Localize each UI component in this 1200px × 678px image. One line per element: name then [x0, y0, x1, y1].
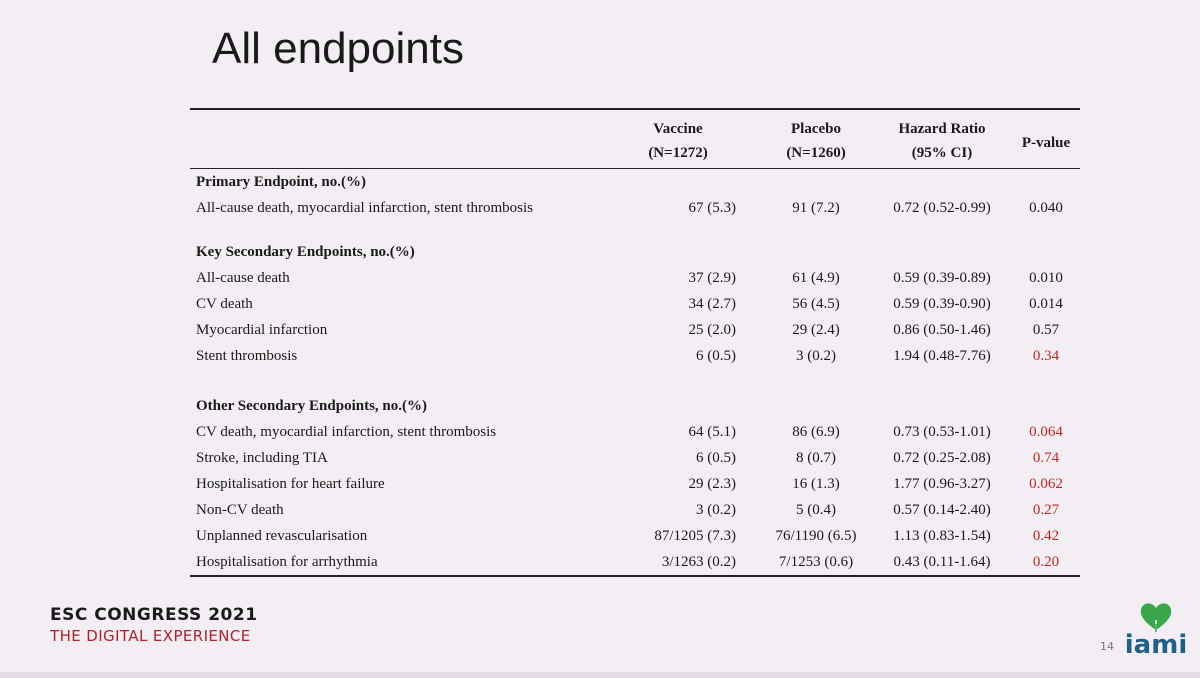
placebo-value: 91 (7.2): [792, 199, 840, 216]
vaccine-value: 67 (5.3): [688, 199, 736, 216]
p-value: 0.062: [1029, 475, 1063, 492]
section-heading: Key Secondary Endpoints, no.(%): [196, 243, 415, 260]
header-p-value: P-value: [1012, 109, 1080, 169]
vaccine-value: 37 (2.9): [688, 269, 736, 286]
p-value: 0.34: [1032, 347, 1060, 364]
endpoint-label: All-cause death, myocardial infarction, stent thrombosis: [196, 199, 533, 216]
hazard-ratio-value: 1.77 (0.96-3.27): [893, 475, 991, 492]
vaccine-value: 3/1263 (0.2): [596, 549, 760, 576]
congress-subtitle: THE DIGITAL EXPERIENCE: [50, 627, 251, 645]
section-heading-row: [190, 169, 1080, 196]
p-value: 0.74: [1032, 449, 1060, 466]
header-hazard-ci: (95% CI): [872, 140, 1012, 169]
endpoint-label: All-cause death: [196, 269, 290, 286]
p-value: 0.010: [1029, 269, 1063, 286]
vaccine-value: 3 (0.2): [696, 501, 736, 518]
p-value: 0.27: [1032, 501, 1060, 518]
endpoints-table: [190, 108, 1080, 577]
vaccine-value: 87/1205 (7.3): [654, 527, 736, 544]
hazard-ratio-value: 0.43 (0.11-1.64): [872, 549, 1012, 576]
header-vaccine-n: (N=1272): [596, 140, 760, 169]
page-number: 14: [1100, 640, 1114, 653]
table-row: [190, 549, 1080, 576]
table-row: [190, 195, 1080, 221]
p-value: 0.20: [1012, 549, 1080, 576]
table-row: [190, 419, 1080, 445]
placebo-value: 8 (0.7): [796, 449, 836, 466]
table-row: [190, 265, 1080, 291]
vaccine-value: 34 (2.7): [688, 295, 736, 312]
section-heading-row: [190, 393, 1080, 419]
iami-logo: [1124, 598, 1188, 664]
congress-branding: [50, 605, 258, 645]
endpoint-label: Stroke, including TIA: [196, 449, 328, 466]
header-row-1: [190, 109, 1080, 140]
endpoint-label: CV death: [196, 295, 253, 312]
table-row: [190, 523, 1080, 549]
hazard-ratio-value: 0.72 (0.52-0.99): [893, 199, 991, 216]
endpoint-label: Myocardial infarction: [196, 321, 328, 338]
section-heading: Primary Endpoint, no.(%): [196, 173, 367, 190]
placebo-value: 3 (0.2): [796, 347, 836, 364]
hazard-ratio-value: 0.57 (0.14-2.40): [893, 501, 991, 518]
table-row: [190, 343, 1080, 369]
placebo-value: 76/1190 (6.5): [775, 527, 857, 544]
table-row: [190, 471, 1080, 497]
table-row: [190, 291, 1080, 317]
header-hazard-ratio: Hazard Ratio: [872, 109, 1012, 140]
spacer-row: [190, 221, 1080, 239]
hazard-ratio-value: 0.59 (0.39-0.90): [893, 295, 991, 312]
header-blank: [190, 109, 596, 140]
table-row: [190, 317, 1080, 343]
hazard-ratio-value: 0.59 (0.39-0.89): [893, 269, 991, 286]
vaccine-value: 29 (2.3): [688, 475, 736, 492]
placebo-value: 29 (2.4): [792, 321, 840, 338]
placebo-value: 56 (4.5): [792, 295, 840, 312]
header-blank-2: [190, 140, 596, 169]
header-row-2: [190, 140, 1080, 169]
endpoints-table-container: [190, 108, 1080, 577]
vaccine-value: 6 (0.5): [696, 449, 736, 466]
section-heading: Other Secondary Endpoints, no.(%): [196, 397, 428, 414]
bottom-strip: [0, 672, 1200, 678]
header-vaccine: Vaccine: [596, 109, 760, 140]
section-heading-row: [190, 239, 1080, 265]
congress-name: ESC CONGRESS 2021: [50, 605, 258, 625]
endpoint-label: Non-CV death: [196, 501, 284, 518]
hazard-ratio-value: 1.94 (0.48-7.76): [893, 347, 991, 364]
slide-title: All endpoints: [212, 24, 464, 73]
vaccine-value: 6 (0.5): [696, 347, 736, 364]
p-value: 0.064: [1029, 423, 1063, 440]
p-value: 0.57: [1032, 321, 1060, 338]
p-value: 0.040: [1029, 199, 1063, 216]
placebo-value: 7/1253 (0.6): [760, 549, 872, 576]
spacer-row: [190, 369, 1080, 393]
placebo-value: 16 (1.3): [792, 475, 840, 492]
endpoint-label: Hospitalisation for heart failure: [196, 475, 385, 492]
table-row: [190, 445, 1080, 471]
vaccine-value: 25 (2.0): [688, 321, 736, 338]
hazard-ratio-value: 0.86 (0.50-1.46): [893, 321, 991, 338]
header-placebo-n: (N=1260): [760, 140, 872, 169]
vaccine-value: 64 (5.1): [688, 423, 736, 440]
header-placebo: Placebo: [760, 109, 872, 140]
table-row: [190, 497, 1080, 523]
logo-text: iami: [1124, 630, 1188, 660]
hazard-ratio-value: 1.13 (0.83-1.54): [893, 527, 991, 544]
endpoint-label: Hospitalisation for arrhythmia: [190, 549, 596, 576]
p-value: 0.42: [1032, 527, 1060, 544]
placebo-value: 86 (6.9): [792, 423, 840, 440]
heart-leaf-icon: [1124, 598, 1188, 634]
hazard-ratio-value: 0.73 (0.53-1.01): [893, 423, 991, 440]
endpoint-label: Stent thrombosis: [196, 347, 298, 364]
placebo-value: 61 (4.9): [792, 269, 840, 286]
endpoint-label: Unplanned revascularisation: [196, 527, 368, 544]
hazard-ratio-value: 0.72 (0.25-2.08): [893, 449, 991, 466]
p-value: 0.014: [1029, 295, 1063, 312]
table-body: [190, 169, 1080, 577]
placebo-value: 5 (0.4): [796, 501, 836, 518]
endpoint-label: CV death, myocardial infarction, stent thrombosis: [196, 423, 497, 440]
